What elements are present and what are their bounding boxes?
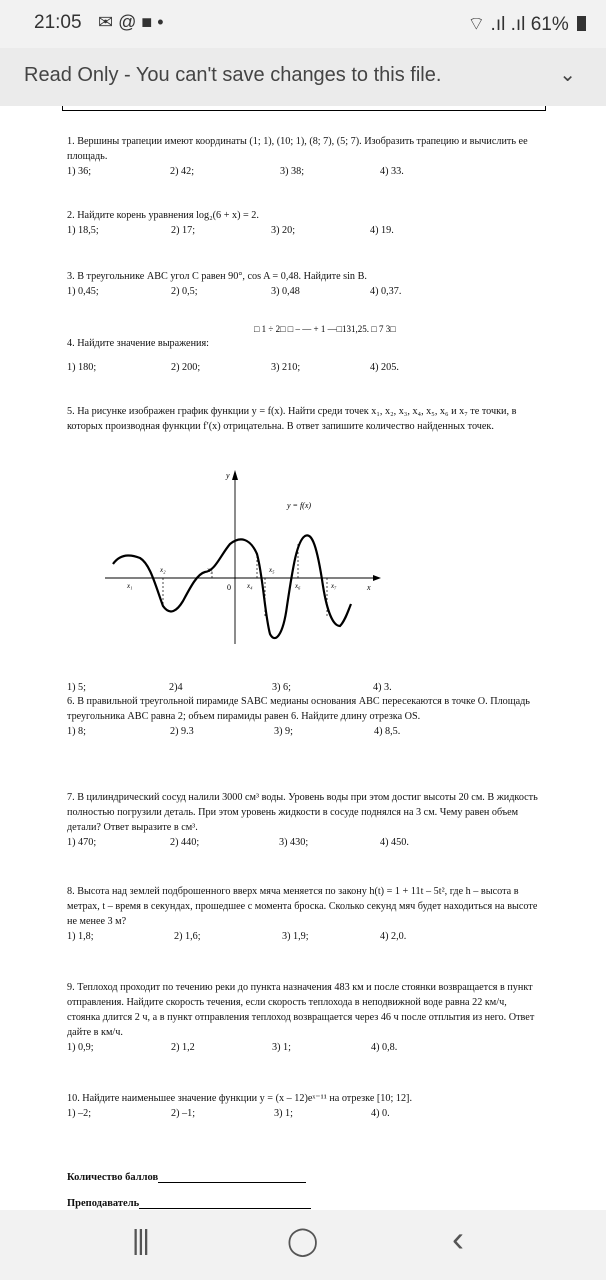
- option: 3) 9;: [274, 726, 293, 737]
- recent-apps-icon[interactable]: |||: [132, 1224, 148, 1255]
- point-label-x4: x₄: [247, 582, 253, 590]
- option: 3) 20;: [271, 225, 296, 236]
- read-only-banner[interactable]: [0, 48, 606, 106]
- question-text: 10. Найдите наименьшее значение функции y = (x – 12)eˣ⁻¹¹ на отрезке [10; 12].: [67, 1093, 413, 1104]
- home-icon[interactable]: ◯: [287, 1225, 319, 1256]
- question-text: 4. Найдите значение выражения:: [67, 338, 209, 349]
- teacher-blank: [139, 1196, 311, 1209]
- option: 4) 0,8.: [371, 1042, 398, 1053]
- question-1: [67, 134, 541, 179]
- y-axis-arrow: [232, 470, 238, 480]
- option: 3) 1;: [272, 1042, 291, 1053]
- question-9: [67, 980, 541, 1055]
- point-label-x1: x₁: [127, 582, 133, 590]
- score-line: [67, 1170, 306, 1183]
- option: 3) 6;: [272, 682, 291, 693]
- option: 2) 200;: [171, 362, 201, 373]
- option: 1) –2;: [67, 1108, 92, 1119]
- read-only-message: Read Only - You can't save changes to this file.: [24, 64, 442, 86]
- answer-options: [67, 929, 541, 944]
- answer-options: [67, 1106, 541, 1121]
- point-label-x7: x₇: [331, 582, 337, 590]
- option: 2) 440;: [170, 837, 200, 848]
- battery-level: 61%: [530, 14, 569, 35]
- function-curve: [113, 535, 351, 638]
- option: 4) 8,5.: [374, 726, 401, 737]
- teacher-label: Преподаватель: [67, 1198, 140, 1209]
- teacher-line: [67, 1196, 311, 1209]
- option: 4) 205.: [370, 362, 399, 373]
- question-7: [67, 790, 541, 850]
- question-text: 5. На рисунке изображен график функции y = f(x). Найти среди точек x₁, x₂, x₃, x₄, x₅, x₆ и x₇ те точки, в которых производная функции f′(x) отрицательна. В ответ запишите количество найденных точек.: [67, 406, 517, 432]
- option: 2) 42;: [170, 166, 195, 177]
- table-border: [62, 106, 546, 111]
- function-graph: [105, 466, 395, 646]
- option: 1) 5;: [67, 682, 86, 693]
- point-label-x2: x₂: [160, 566, 166, 574]
- option: 4) 33.: [380, 166, 404, 177]
- question-8: [67, 884, 541, 944]
- option: 2) 17;: [171, 225, 196, 236]
- question-2: [67, 208, 541, 238]
- question-4: [67, 336, 541, 375]
- status-bar: [0, 0, 606, 48]
- y-axis-label: y: [226, 471, 230, 480]
- system-indicators: [467, 12, 586, 36]
- option: 4) 3.: [373, 682, 392, 693]
- option: 1) 1,8;: [67, 931, 94, 942]
- option: 1) 0,9;: [67, 1042, 94, 1053]
- option: 2) 9.3: [170, 726, 194, 737]
- option: 1) 470;: [67, 837, 97, 848]
- question-text: 1. Вершины трапеции имеют координаты (1; 1), (10; 1), (8; 7), (5; 7). Изобразить трапецию и вычислить ее площадь.: [67, 136, 528, 162]
- question-3: [67, 269, 541, 299]
- point-label-x6: x₆: [295, 582, 301, 590]
- question-text: 2. Найдите корень уравнения log₂(6 + x) = 2.: [67, 210, 259, 221]
- x-axis-label: x: [367, 583, 371, 592]
- option: 1) 36;: [67, 166, 92, 177]
- option: 4) 19.: [370, 225, 394, 236]
- question-text: 9. Теплоход проходит по течению реки до пункта назначения 483 км и после стоянки возвращается в пункт отправления. Найдите скорость течения, если скорость теплохода в неподвижной воде равна 22 км/ч, стоянка длится 2 ч, а в пункт отправления теплоход возвращается через 46 ч после отплытия из него. Ответ дайте в км/ч.: [67, 982, 535, 1038]
- question-5: [67, 404, 541, 434]
- answer-options: [67, 724, 541, 739]
- option: 2) 1,2: [171, 1042, 195, 1053]
- option: 2) 1,6;: [174, 931, 201, 942]
- battery-icon: [577, 16, 586, 31]
- question-10: [67, 1091, 541, 1121]
- question-text: 6. В правильной треугольной пирамиде SABC медианы основания ABC пересекаются в точке O. Площадь треугольника ABC равна 2; объем пирамиды равен 6. Найдите длину отрезка OS.: [67, 696, 530, 722]
- clock: 21:05: [34, 12, 82, 33]
- x-axis-arrow: [373, 575, 381, 581]
- point-label-x3: x₃: [207, 566, 213, 574]
- option: 3) 1,9;: [282, 931, 309, 942]
- option: 1) 180;: [67, 362, 97, 373]
- option: 2) 0,5;: [171, 286, 198, 297]
- answer-options: [67, 835, 541, 850]
- answer-options: [67, 164, 541, 179]
- answer-options: [67, 284, 541, 299]
- answer-options: [67, 360, 541, 375]
- back-icon[interactable]: ‹: [452, 1218, 464, 1259]
- option: 4) 2,0.: [380, 931, 407, 942]
- option: 4) 0,37.: [370, 286, 402, 297]
- option: 3) 0,48: [271, 286, 300, 297]
- point-label-x5: x₅: [269, 566, 275, 574]
- score-label: Количество баллов: [67, 1172, 159, 1183]
- document-page[interactable]: [0, 106, 606, 1210]
- answer-options: [67, 223, 541, 238]
- origin-label: 0: [227, 583, 231, 592]
- option: 2)4: [169, 682, 183, 693]
- option: 1) 0,45;: [67, 286, 99, 297]
- option: 3) 38;: [280, 166, 305, 177]
- math-expression: □ 1 ÷ 2□ □ – — + 1 —□131,25. □ 7 3□: [254, 324, 396, 334]
- option: 1) 18,5;: [67, 225, 99, 236]
- question-text: 8. Высота над землей подброшенного вверх мяча меняется по закону h(t) = 1 + 11t – 5t², где h – высота в метрах, t – время в секундах, прошедшее с момента броска. Сколько секунд мяч будет находиться на высоте не менее 3 м?: [67, 886, 538, 927]
- question-text: 3. В треугольнике ABC угол C равен 90°, cos A = 0,48. Найдите sin B.: [67, 271, 367, 282]
- option: 3) 210;: [271, 362, 301, 373]
- option: 1) 8;: [67, 726, 86, 737]
- option: 3) 430;: [279, 837, 309, 848]
- option: 4) 450.: [380, 837, 409, 848]
- navigation-bar: [0, 1210, 606, 1280]
- option: 3) 1;: [274, 1108, 293, 1119]
- function-label: y = f(x): [287, 501, 312, 510]
- question-text: 7. В цилиндрический сосуд налили 3000 см³ воды. Уровень воды при этом достиг высоты 20 см. В жидкость полностью погрузили деталь. При этом уровень жидкости в сосуде поднялся на 3 см. Чему равен объем детали? Ответ выразите в см³.: [67, 792, 538, 833]
- answer-options: [67, 1040, 541, 1055]
- option: 2) –1;: [171, 1108, 196, 1119]
- signal-icon: ⌔ .ıl .ıl: [467, 14, 526, 35]
- notification-icons: ✉ @ ■ •: [98, 12, 164, 32]
- chevron-down-icon[interactable]: ⌄: [559, 64, 576, 86]
- question-6: [67, 694, 541, 739]
- score-blank: [158, 1170, 306, 1183]
- option: 4) 0.: [371, 1108, 390, 1119]
